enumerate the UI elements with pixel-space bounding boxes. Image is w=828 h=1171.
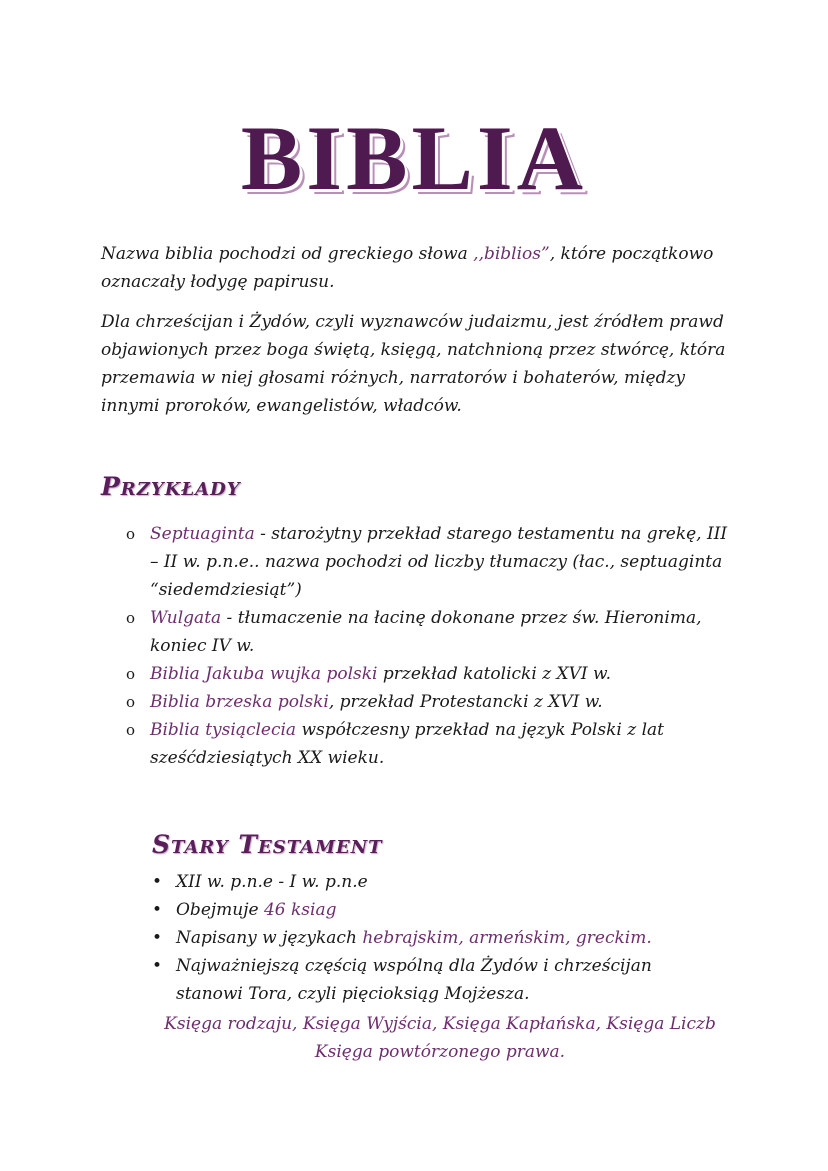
list-item bbox=[152, 868, 692, 896]
item-text: , przekład Protestancki z XVI w. bbox=[328, 692, 603, 712]
bullet-icon: • bbox=[152, 900, 163, 920]
intro-paragraph-2: Dla chrześcijan i Żydów, czyli wyznawców judaizmu, jest źródłem prawd objawionych przez boga świętą, księgą, natchnioną przez stwórcę, która przemawia w niej głosami różnych, narratorów i bohaterów, między innymi proroków, ewangelistów, władców. bbox=[101, 312, 726, 416]
item-highlight: 46 ksiag bbox=[263, 900, 337, 920]
bullet-icon: • bbox=[152, 956, 163, 976]
circle-bullet-icon: o bbox=[126, 609, 136, 627]
list-item bbox=[101, 688, 731, 716]
books-line-1: Księga rodzaju, Księga Wyjścia, Księga Kapłańska, Księga Liczb bbox=[164, 1014, 716, 1034]
item-text: Obejmuje bbox=[176, 900, 264, 920]
list-item bbox=[152, 896, 692, 924]
circle-bullet-icon: o bbox=[126, 693, 136, 711]
item-name: Biblia tysiąclecia bbox=[150, 720, 297, 740]
document-title: BIBLIA bbox=[240, 107, 588, 209]
item-text: Najważniejszą częścią wspólną dla Żydów i chrześcijan stanowi Tora, czyli pięcioksiąg Mojżesza. bbox=[176, 956, 652, 1004]
item-text: współczesny przekład na język Polski z lat sześćdziesiątych XX wieku. bbox=[150, 720, 665, 768]
bullet-icon: • bbox=[152, 872, 163, 892]
bullet-icon: • bbox=[152, 928, 163, 948]
list-item bbox=[101, 520, 731, 604]
highlight-biblios: ,,biblios” bbox=[473, 244, 550, 264]
list-item bbox=[101, 604, 731, 660]
item-name: Septuaginta bbox=[150, 524, 255, 544]
circle-bullet-icon: o bbox=[126, 525, 136, 543]
intro-paragraph-1 bbox=[101, 240, 761, 296]
item-name: Biblia brzeska polski bbox=[150, 692, 329, 712]
list-item bbox=[152, 924, 692, 952]
item-text: przekład katolicki z XVI w. bbox=[377, 664, 611, 684]
books-line-2: Księga powtórzonego prawa. bbox=[314, 1042, 566, 1062]
old-testament-list bbox=[152, 868, 692, 1008]
circle-bullet-icon: o bbox=[126, 721, 136, 739]
list-item bbox=[152, 952, 692, 1008]
text: , które początkowo oznaczały łodygę papirusu. bbox=[101, 244, 714, 292]
circle-bullet-icon: o bbox=[126, 665, 136, 683]
list-item bbox=[101, 716, 731, 772]
examples-list bbox=[101, 520, 731, 772]
item-highlight: hebrajskim, armeńskim, greckim. bbox=[362, 928, 652, 948]
item-text: - tłumaczenie na łacinę dokonane przez św. Hieronima, koniec IV w. bbox=[150, 608, 702, 656]
examples-heading: Przykłady bbox=[101, 472, 241, 501]
item-name: Biblia Jakuba wujka polski bbox=[150, 664, 378, 684]
item-text: XII w. p.n.e - I w. p.n.e bbox=[176, 872, 368, 892]
list-item bbox=[101, 660, 731, 688]
text: Nazwa biblia pochodzi od greckiego słowa bbox=[101, 244, 474, 264]
item-name: Wulgata bbox=[150, 608, 222, 628]
item-text: - starożytny przekład starego testamentu na grekę, III – II w. p.n.e.. nazwa pochodzi od liczby tłumaczy (łac., septuaginta “siedemdziesiąt”) bbox=[150, 524, 728, 600]
item-text: Napisany w językach bbox=[176, 928, 363, 948]
old-testament-heading: Stary Testament bbox=[152, 830, 383, 859]
